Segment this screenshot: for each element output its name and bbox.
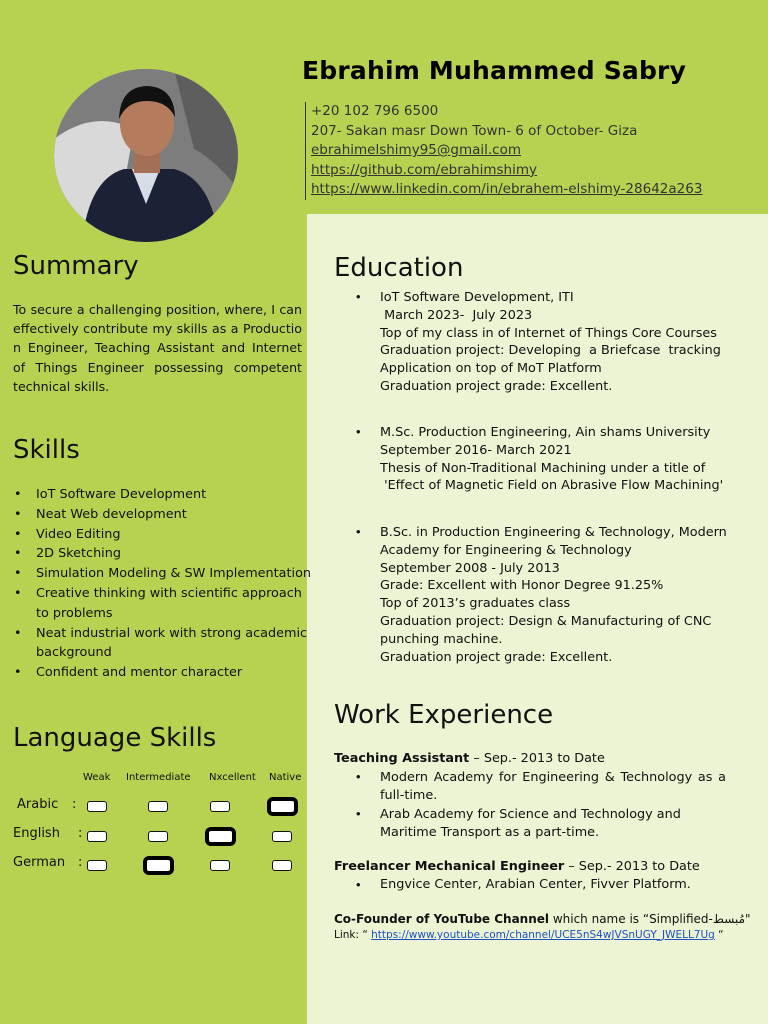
list-item: • Neat Web development (13, 505, 313, 525)
level-weak: Weak (83, 772, 111, 783)
education-line: 'Effect of Magnetic Field on Abrasive Flow Machining' (380, 478, 724, 494)
level-box (272, 860, 292, 871)
address: 207- Sakan masr Down Town- 6 of October- Giza (311, 122, 638, 139)
linkedin-link[interactable]: https://www.linkedin.com/in/ebrahem-elshimy-28642a263 (311, 181, 703, 198)
bullet: • (356, 806, 361, 821)
job-title: Freelancer Mechanical Engineer (334, 859, 565, 874)
education-line: Graduation project grade: Excellent. (380, 649, 613, 665)
bullet: • (356, 424, 361, 439)
level-box-selected (267, 797, 298, 816)
level-box (210, 860, 230, 871)
skills-list (13, 485, 313, 683)
education-line: Graduation project grade: Excellent. (380, 379, 613, 394)
education-line: Grade: Excellent with Honor Degree 91.25% (380, 578, 664, 594)
level-box-selected (205, 827, 236, 846)
youtube-link-row (334, 929, 724, 941)
education-line: B.Sc. in Production Engineering & Technology, Modern (380, 525, 727, 540)
education-line: punching machine. (380, 631, 503, 647)
level-box-selected (143, 856, 174, 875)
job-title: Co-Founder of YouTube Channel (334, 912, 550, 926)
email-link[interactable]: ebrahimelshimy95@gmail.com (311, 142, 521, 159)
youtube-link[interactable]: https://www.youtube.com/channel/UCE5nS4wJVSnUGY_JWELL7Ug (371, 929, 715, 941)
language-skills-heading: Language Skills (13, 723, 217, 753)
summary-text: To secure a challenging position, where, I can effectively contribute my skills as a Productio n Engineer, Teaching Assistant and Internet of Things Engineer possessing competent technical skills. (13, 302, 302, 394)
colon: : (78, 855, 83, 870)
education-line: Top of 2013’s graduates class (380, 596, 571, 612)
education-heading: Education (334, 253, 464, 283)
list-item: Modern Academy for Engineering & Technology as a full-time. (380, 770, 726, 803)
level-native: Native (269, 772, 302, 783)
list-item: • Video Editing (13, 525, 313, 545)
bullet: • (356, 524, 361, 539)
list-item: • 2D Sketching (13, 544, 313, 564)
level-box (210, 801, 230, 812)
education-line: Graduation project: Design & Manufacturing of CNC (380, 614, 712, 629)
level-box (87, 831, 107, 842)
language-english: English (13, 826, 60, 841)
education-line: Application on top of MoT Platform (380, 361, 602, 377)
education-line: M.Sc. Production Engineering, Ain shams University (380, 425, 711, 440)
github-link[interactable]: https://github.com/ebrahimshimy (311, 161, 537, 178)
level-intermediate: Intermediate (126, 772, 191, 783)
level-excellent: Nxcellent (209, 772, 256, 783)
language-german: German (13, 855, 66, 870)
person-silhouette-icon (54, 69, 238, 242)
contact-block (305, 102, 702, 200)
job-title: Teaching Assistant (334, 751, 470, 766)
list-item: • Creative thinking with scientific approach to problems (13, 584, 313, 624)
colon: : (78, 826, 83, 841)
profile-photo (54, 69, 238, 242)
education-line: Thesis of Non-Traditional Machining under a title of (380, 460, 706, 476)
candidate-name: Ebrahim Muhammed Sabry (302, 56, 687, 85)
education-line: March 2023- July 2023 (380, 307, 533, 323)
level-box (87, 801, 107, 812)
level-box (272, 831, 292, 842)
link-end: “ (714, 929, 724, 941)
education-line: September 2008 - July 2013 (380, 560, 560, 576)
colon: : (72, 797, 77, 812)
channel-name: which name is “Simplified-مُبسط" (549, 912, 751, 926)
bullet: • (356, 289, 361, 304)
job-dates: – Sep.- 2013 to Date (469, 751, 605, 766)
skills-heading: Skills (13, 435, 80, 465)
level-box (148, 801, 168, 812)
freelancer-entry (334, 859, 700, 874)
education-line: IoT Software Development, ITI (380, 290, 574, 305)
education-line: Top of my class in of Internet of Things Core Courses (380, 325, 717, 341)
job-dates: – Sep.- 2013 to Date (564, 859, 700, 874)
link-label: Link: “ (334, 929, 372, 941)
phone: +20 102 796 6500 (311, 103, 439, 119)
bullet: • (356, 769, 361, 784)
list-item: Arab Academy for Science and Technology and Maritime Transport as a part-time. (380, 807, 681, 840)
bullet: • (356, 877, 361, 892)
summary-heading: Summary (13, 251, 139, 281)
list-item: • Simulation Modeling & SW Implementation (13, 564, 313, 584)
language-arabic: Arabic (17, 797, 59, 812)
list-item: • IoT Software Development (13, 485, 313, 505)
list-item: • Neat industrial work with strong academic background (13, 624, 313, 664)
work-experience-heading: Work Experience (334, 700, 554, 730)
level-box (148, 831, 168, 842)
education-line: Graduation project: Developing a Briefcase tracking (380, 343, 721, 359)
teaching-assistant-entry (334, 751, 605, 766)
list-item: Engvice Center, Arabian Center, Fivver Platform. (380, 877, 691, 892)
youtube-entry (334, 912, 751, 926)
education-line: September 2016- March 2021 (380, 442, 572, 458)
level-box (87, 860, 107, 871)
list-item: • Confident and mentor character (13, 663, 313, 683)
education-line: Academy for Engineering & Technology (380, 542, 632, 558)
